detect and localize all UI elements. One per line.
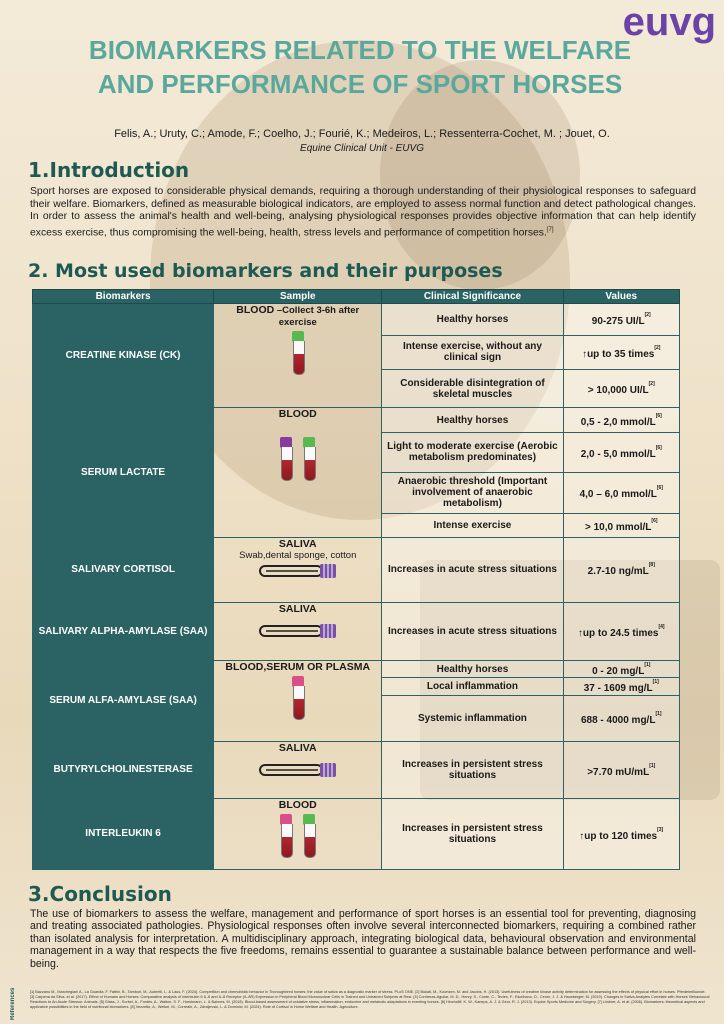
green-blood-tube-icon — [292, 331, 304, 375]
value — [563, 335, 679, 369]
value-ref: [6] — [651, 517, 658, 524]
intro-ref: [7] — [546, 226, 554, 233]
header-clinical-significance: Clinical Significance — [382, 290, 563, 304]
table-header-row — [33, 290, 680, 304]
significance: Healthy horses — [382, 304, 563, 335]
value-text: 0 - 20 mg/L — [592, 665, 645, 677]
sample-salivary-amylase — [214, 602, 382, 661]
green-blood-tube-icon — [303, 814, 315, 858]
value-text: 90-275 UI/L — [591, 315, 645, 327]
sample-il6 — [214, 799, 382, 870]
value-ref: [6] — [655, 444, 662, 451]
value — [563, 473, 679, 513]
significance: Increases in acute stress situations — [382, 537, 563, 602]
biomarker-cortisol: SALIVARY CORTISOL — [33, 537, 214, 602]
value-text: > 10,0 mmol/L — [584, 521, 652, 533]
value — [563, 304, 679, 335]
header-values: Values — [563, 290, 679, 304]
value-text: 0,5 - 2,0 mmol/L — [580, 416, 656, 428]
table-row — [33, 661, 680, 677]
value — [563, 432, 679, 472]
value — [563, 742, 679, 799]
biomarker-serum-saa: SERUM ALFA-AMYLASE (SAA) — [33, 661, 214, 742]
references-list: [1] Bazzano M., Marchegiani A., La Guardia, F. Fattini, B., Tamburi, M., Aubrelli, L. & Laus, F. (2024). Competition and chemobiotic behavior in Thoroughbred horses: the value of saliva as a diagnostic marker of stress. PLoS ONE. [2] Bukati, M., Koortzen, M. and Jacobs, H. (2013). Usefulness of creatine kinase activity determination for assessing the effects of physical effort in horses. Pferdeheilkunde. [3] Carpena da Silva, et al. (2017). Effect of Humans and Horses: Comparative analysis of interleukin 6 IL-6 and IL-8 Receptor (IL-8R) Expression in Peripheral Blood Mononuclear Cells in Trained and Untrained Subjects at Rest. [4] Contreras-Aguilar, M. D., Henry, S., Coste, C., Tecles, F., Escribano, D., Cerón, J. J. & Hausberger, M. (2019). Changes in Saliva Analytes Correlate with Horses' Behavioural Reactions to An Acute Stressor. Animals. [5] Glass, J., Sorbel, A., Fontés, A., Walton, S. F., Horstmann, L. & Bahnes, M. (2018). Blood-based assessment of oxidative stress, inflammation, endocrine and metabolic adaptations in eventing horses. [6] Hinchcliff, K. W., Kaneps, A. J. & Geor, R. J. (2013). Equine Sports Medicine and Surgery. [7] Lindner, A. et al. (2006). Biomarkers: theoretical aspects and applicative possibilities in the field of nutritional biomarkers. [8] Vezzetto, A., Weikel, M., Correale, A., Zdraljevski, L. & Dominici, M. (2024). Role of Cortisol in Horse Welfare and Health. Agriculture. — [30, 990, 710, 1009]
value-ref: [2] — [654, 344, 661, 351]
significance: Increases in acute stress situations — [382, 602, 563, 661]
biomarker-salivary-amylase: SALIVARY ALPHA-AMYLASE (SAA) — [33, 602, 214, 661]
value-text: ↑up to 35 times — [582, 348, 655, 360]
sample-type: BLOOD — [278, 799, 317, 812]
value — [563, 408, 679, 432]
value-text: 2,0 - 5,0 mmol/L — [580, 448, 656, 460]
significance: Healthy horses — [382, 661, 563, 677]
references-tag: References — [10, 987, 16, 1020]
pink-blood-tube-icon — [280, 814, 292, 858]
saliva-swab-icon — [258, 563, 338, 579]
biomarker-il6: INTERLEUKIN 6 — [33, 799, 214, 870]
pink-blood-tube-icon — [292, 676, 304, 720]
value-ref: [1] — [644, 661, 651, 668]
sample-bche — [214, 742, 382, 799]
value-ref: [2] — [644, 311, 651, 318]
poster-title: BIOMARKERS RELATED TO THE WELFARE AND PERFORMANCE OF SPORT HORSES — [88, 35, 632, 99]
value-text: 37 - 1609 mg/L — [583, 682, 653, 694]
significance: Systemic inflammation — [382, 695, 563, 742]
value-ref: [6] — [655, 412, 662, 419]
saliva-swab-icon — [258, 623, 338, 639]
conclusion-heading: 3.Conclusion — [28, 882, 172, 906]
value — [563, 537, 679, 602]
sample-type: SALIVA — [278, 742, 317, 755]
value-text: > 10,000 UI/L — [587, 385, 649, 397]
intro-heading: 1.Introduction — [28, 158, 190, 182]
table-row — [33, 304, 680, 335]
section2-heading: 2. Most used biomarkers and their purposes — [28, 260, 503, 282]
intro-text — [30, 186, 696, 240]
value-text: 2.7-10 ng/mL — [587, 566, 649, 578]
sample-type: BLOOD,SERUM OR PLASMA — [225, 661, 371, 674]
significance: Local inflammation — [382, 677, 563, 695]
significance: Anaerobic threshold (Important involvement of anaerobic metabolism) — [382, 473, 563, 513]
authors: Felis, A.; Uruty, C.; Amode, F.; Coelho, J.; Fourié, K.; Medeiros, L.; Ressenterra-Cochet, M. ; Jouet, O. — [114, 128, 610, 140]
value-ref: [1] — [652, 678, 659, 685]
value — [563, 799, 679, 870]
sample-type: SALIVA — [278, 537, 317, 550]
significance: Intense exercise, without any clinical sign — [382, 335, 563, 369]
sample-cortisol — [214, 537, 382, 602]
sample-lactate — [214, 408, 382, 538]
significance: Considerable disintegration of skeletal muscles — [382, 369, 563, 407]
sample-type: BLOOD — [278, 408, 317, 421]
value-ref: [6] — [656, 485, 663, 492]
affiliation: Equine Clinical Unit - EUVG — [300, 143, 424, 154]
biomarker-lactate: SERUM LACTATE — [33, 408, 214, 538]
value-ref: [3] — [657, 826, 664, 833]
biomarkers-table — [32, 289, 680, 870]
value — [563, 513, 679, 537]
value — [563, 661, 679, 677]
significance: Intense exercise — [382, 513, 563, 537]
value-ref: [2] — [648, 381, 655, 388]
sample-note: Swab,dental sponge, cotton — [239, 549, 357, 561]
intro-body: Sport horses are exposed to considerable physical demands, requiring a thorough understanding of their physiological responses to safeguard their welfare. Biomarkers, defined as measurable biological indicators, are employed to assess normal function and detect pathological changes. In order to assess the animal's health and well-being, analysing physiological responses provides objective information that can help identify excess exercise, thus compromising the well-being, health, stress levels and performance of competition horses. — [30, 186, 696, 239]
value-ref: [8] — [648, 562, 655, 569]
table-row — [33, 408, 680, 432]
table-row — [33, 799, 680, 870]
biomarker-ck: CREATINE KINASE (CK) — [33, 304, 214, 408]
significance: Increases in persistent stress situations — [382, 799, 563, 870]
table-row — [33, 742, 680, 799]
purple-blood-tube-icon — [280, 437, 292, 481]
conclusion-text: The use of biomarkers to assess the welfare, management and performance of sport horses is an essential tool for preventing, diagnosing and treating associated pathologies. Physiological responses often involve several interconnected biomarkers, requiring a combined rather than isolated analysis for interpretation. A multidisciplinary approach, integrating biological data, behavioural observation and environmental management in a way that respects the five freedoms, remains essential to guarantee a sustainable balance between performance and well-being. — [30, 908, 696, 970]
significance: Increases in persistent stress situations — [382, 742, 563, 799]
green-blood-tube-icon — [303, 437, 315, 481]
sample-type: SALIVA — [278, 602, 317, 615]
value-ref: [1] — [649, 762, 656, 769]
significance: Healthy horses — [382, 408, 563, 432]
sample-note: –Collect 3-6h after exercise — [274, 305, 360, 329]
value — [563, 695, 679, 742]
sample-ck — [214, 304, 382, 408]
value-ref: [1] — [655, 711, 662, 718]
value — [563, 602, 679, 661]
value-text: ↑up to 24.5 times — [577, 628, 659, 640]
table-row — [33, 537, 680, 602]
euvg-logo: euvg — [622, 0, 716, 44]
saliva-swab-icon — [258, 762, 338, 778]
sample-type: BLOOD — [236, 304, 275, 317]
value — [563, 677, 679, 695]
value-text: >7.70 mU/mL — [587, 766, 650, 778]
table-row — [33, 602, 680, 661]
header-sample: Sample — [214, 290, 382, 304]
header-biomarkers: Biomarkers — [33, 290, 214, 304]
value-ref: [4] — [658, 624, 665, 631]
sample-serum-saa — [214, 661, 382, 742]
value-text: 4,0 – 6,0 mmol/L — [579, 489, 657, 501]
biomarker-bche: BUTYRYLCHOLINESTERASE — [33, 742, 214, 799]
value — [563, 369, 679, 407]
value-text: 688 - 4000 mg/L — [580, 715, 656, 727]
significance: Light to moderate exercise (Aerobic metabolism predominates) — [382, 432, 563, 472]
value-text: ↑up to 120 times — [579, 830, 658, 842]
